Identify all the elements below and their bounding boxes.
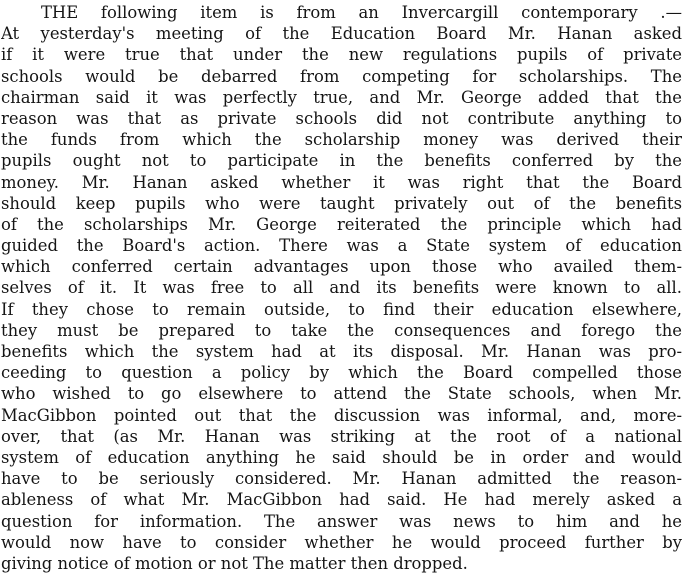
- article-line: ceeding to question a policy by which the Board compelled those: [1, 363, 682, 383]
- article-line: have to be seriously considered. Mr. Hanan admitted the reason-: [1, 469, 682, 489]
- article-line: guided the Board's action. There was a State system of education: [1, 236, 682, 256]
- article-line: selves of it. It was free to all and its benefits were known to all.: [1, 278, 682, 298]
- article-line: should keep pupils who were taught privately out of the benefits: [1, 193, 682, 213]
- article-line: if it were true that under the new regulations pupils of private: [1, 45, 682, 65]
- article-line: THE following item is from an Invercargill contemporary .—: [41, 3, 682, 22]
- article-line: money. Mr. Hanan asked whether it was right that the Board: [1, 172, 682, 192]
- article-line: MacGibbon pointed out that the discussion was informal, and, more-: [1, 405, 682, 425]
- article-line: who wished to go elsewhere to attend the State schools, when Mr.: [1, 384, 682, 404]
- article-line: question for information. The answer was news to him and he: [1, 511, 682, 531]
- article-line: which conferred certain advantages upon those who availed them-: [1, 257, 682, 277]
- article-line: would now have to consider whether he would proceed further by: [1, 532, 682, 552]
- article-line: If they chose to remain outside, to find their education elsewhere,: [1, 299, 682, 319]
- article-line: reason was that as private schools did not contribute anything to: [1, 108, 682, 128]
- article-line: ableness of what Mr. MacGibbon had said. He had merely asked a: [1, 490, 682, 510]
- article-line: of the scholarships Mr. George reiterated the principle which had: [1, 214, 682, 234]
- article-line: pupils ought not to participate in the benefits conferred by the: [1, 151, 682, 171]
- article-line: chairman said it was perfectly true, and Mr. George added that the: [1, 87, 682, 107]
- article-line: over, that (as Mr. Hanan was striking at the root of a national: [1, 426, 682, 446]
- article-line: system of education anything he said should be in order and would: [1, 447, 682, 467]
- article-line: they must be prepared to take the consequences and forego the: [1, 320, 682, 340]
- article-line: the funds from which the scholarship money was derived their: [1, 130, 682, 150]
- article-line: schools would be debarred from competing for scholarships. The: [1, 66, 682, 86]
- article-line: benefits which the system had at its disposal. Mr. Hanan was pro-: [1, 342, 682, 361]
- article-line: giving notice of motion or not The matter then dropped.: [1, 553, 468, 573]
- article-line: At yesterday's meeting of the Education Board Mr. Hanan asked: [1, 24, 682, 44]
